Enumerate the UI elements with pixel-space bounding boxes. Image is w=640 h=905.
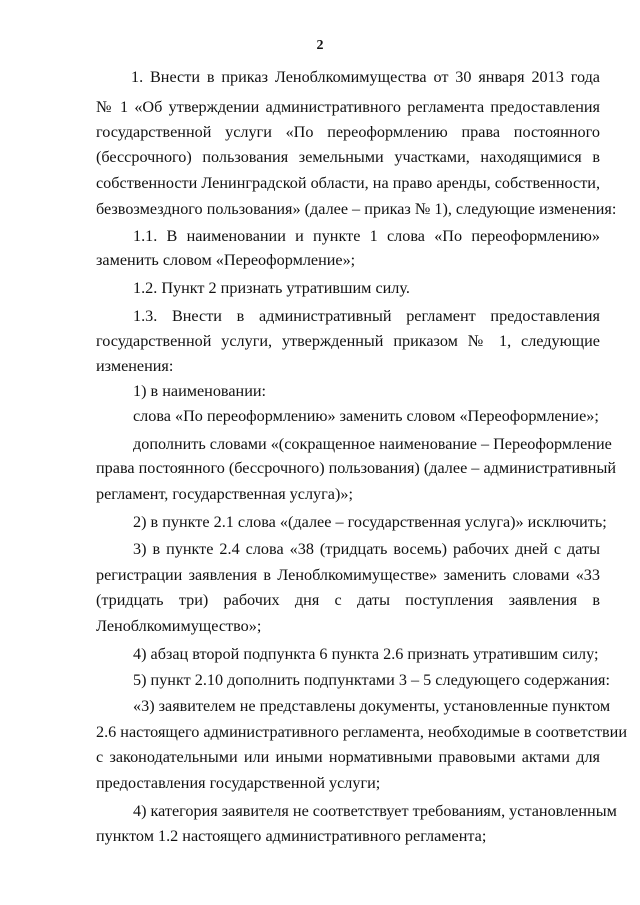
text-line: 1.1. В наименовании и пункте 1 слова «По переоформлению» [133, 227, 600, 245]
text-line: регламент, государственная услуга)»; [96, 485, 353, 503]
text-line: 2.6 настоящего административного регламента, необходимые в соответствии [96, 723, 627, 741]
text-line: 1.2. Пункт 2 признать утратившим силу. [133, 279, 410, 297]
text-line: заменить словом «Переоформление»; [96, 251, 356, 269]
text-line: безвозмездного пользования» (далее – приказ № 1), следующие изменения: [96, 200, 617, 218]
text-line: 4) категория заявителя не соответствует требованиям, установленным [133, 802, 617, 820]
text-line: (бессрочного) пользования земельными участками, находящимися в [96, 148, 600, 166]
text-line: изменения: [96, 357, 174, 375]
text-line: права постоянного (бессрочного) пользования) (далее – административный [96, 459, 616, 477]
text-line: 4) абзац второй подпункта 6 пункта 2.6 признать утратившим силу; [133, 645, 599, 663]
text-line: Леноблкомимущество»; [96, 617, 262, 635]
text-line: пунктом 1.2 настоящего административного регламента; [96, 827, 487, 845]
page-number: 2 [316, 38, 324, 53]
text-line: регистрации заявления в Леноблкомимуществе» заменить словами «33 [96, 566, 600, 584]
text-line: слова «По переоформлению» заменить словом «Переоформление»; [133, 407, 599, 425]
text-line: предоставления государственной услуги; [96, 774, 381, 792]
text-line: 1) в наименовании: [133, 382, 267, 400]
text-line: государственной услуги, утвержденный приказом № 1, следующие [96, 332, 600, 350]
text-line: с законодательными или иными нормативными правовыми актами для [96, 748, 600, 766]
text-line: дополнить словами «(сокращенное наименование – Переоформление [133, 435, 612, 453]
text-line: 5) пункт 2.10 дополнить подпунктами 3 – 5 следующего содержания: [133, 671, 610, 689]
text-line: № 1 «Об утверждении административного регламента предоставления [96, 98, 600, 116]
text-line: «3) заявителем не представлены документы, установленные пунктом [133, 697, 611, 715]
text-line: собственности Ленинградской области, на право аренды, собственности, [96, 174, 600, 192]
text-line: государственной услуги «По переоформлению права постоянного [96, 123, 600, 141]
text-line: (тридцать три) рабочих дня с даты поступления заявления в [96, 591, 600, 609]
text-line: 1. Внести в приказ Леноблкомимущества от 30 января 2013 года [131, 68, 600, 86]
text-line: 3) в пункте 2.4 слова «38 (тридцать восемь) рабочих дней с даты [133, 540, 600, 558]
text-line: 2) в пункте 2.1 слова «(далее – государственная услуга)» исключить; [133, 513, 607, 531]
text-line: 1.3. Внести в административный регламент предоставления [133, 307, 600, 325]
